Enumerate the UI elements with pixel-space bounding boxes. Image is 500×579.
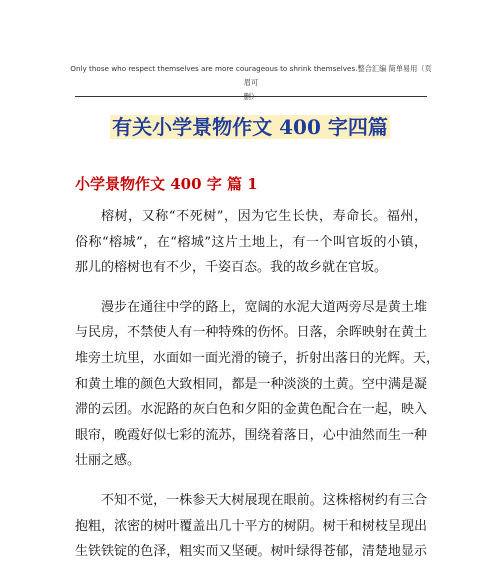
paragraph-3 <box>75 488 427 565</box>
section-heading: 小学景物作文 400 字 篇 1 <box>75 175 258 193</box>
text-line: 滞的云团。水泥路的灰白色和夕阳的金黄色配合在一起，映入 <box>75 402 427 418</box>
text-line: 与民房，不禁使人有一种特殊的伤怀。日落，余晖映射在黄土 <box>75 325 427 341</box>
text-line: 榕树，又称“不死树”，因为它生长快，寿命长。福州， <box>101 209 427 224</box>
page-header-note <box>70 62 432 104</box>
essay-body <box>75 204 440 579</box>
paragraph-2 <box>75 295 440 474</box>
header-note-line-2: 删） <box>243 92 259 101</box>
text-line: 不知不觉，一株参天大树展现在眼前。这株榕树约有三合 <box>101 492 427 508</box>
header-divider <box>75 96 427 97</box>
document-title-block <box>0 114 500 140</box>
header-note-line-1: Only those who respect themselves are more courageous to shrink themselves.整合汇编 简单易用（页眉可 <box>70 64 432 87</box>
document-title: 有关小学景物作文 400 字四篇 <box>112 115 388 139</box>
text-line: 漫步在通往中学的路上，宽阔的水泥大道两旁尽是黄土堆 <box>101 299 427 315</box>
text-line: 俗称“榕城”，在“榕城”这片土地上，有一个叫官坂的小镇， <box>75 234 427 250</box>
text-line: 那儿的榕树也有不少，千姿百态。我的故乡就在官坂。 <box>75 260 388 276</box>
text-line: 眼帘，晚霞好似七彩的流苏，围绕着落日，心中油然而生一种 <box>75 427 427 443</box>
text-line: 生铁铁锭的色泽，粗实而又坚硬。树叶绿得苍郁，清楚地显示 <box>75 544 427 560</box>
text-line: 和黄土堆的颜色大致相同，都是一种淡淡的土黄。空中满是凝 <box>75 376 427 392</box>
text-line: 抱粗，浓密的树叶覆盖出几十平方的树阴。树干和树枝呈现出 <box>75 518 427 534</box>
text-line: 壮丽之感。 <box>75 453 141 469</box>
text-line: 堆旁土坑里，水面如一面光滑的镜子，折射出落日的光辉。天， <box>75 350 440 366</box>
paragraph-1 <box>75 204 427 281</box>
